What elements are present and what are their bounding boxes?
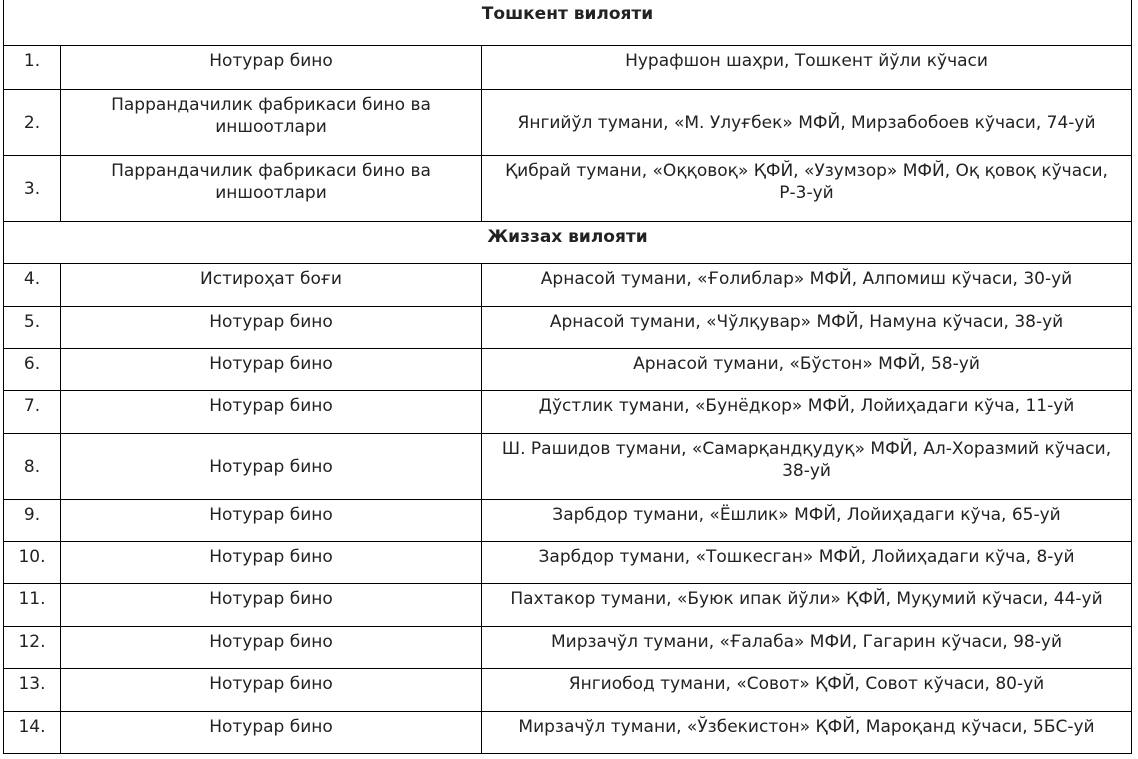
property-address: Пахтакор тумани, «Буюк ипак йўли» ҚФЙ, Муқумий кўчаси, 44-уй bbox=[482, 584, 1132, 627]
property-address: Арнасой тумани, «Чўлқувар» МФЙ, Намуна кўчаси, 38-уй bbox=[482, 307, 1132, 349]
property-type: Нотурар бино bbox=[61, 46, 482, 90]
table-row bbox=[4, 542, 1132, 584]
row-number: 12. bbox=[4, 627, 61, 669]
property-type: Нотурар бино bbox=[61, 712, 482, 754]
property-address: Янгийўл тумани, «М. Улуғбек» МФЙ, Мирзабобоев кўчаси, 74-уй bbox=[482, 90, 1132, 156]
property-type: Нотурар бино bbox=[61, 349, 482, 391]
property-table bbox=[3, 0, 1132, 754]
table-row bbox=[4, 264, 1132, 307]
property-address: Янгиобод тумани, «Совот» ҚФЙ, Совот кўчаси, 80-уй bbox=[482, 669, 1132, 712]
property-type: Нотурар бино bbox=[61, 434, 482, 500]
row-number: 1. bbox=[4, 46, 61, 90]
table-row bbox=[4, 627, 1132, 669]
section-title: Жиззах вилояти bbox=[4, 222, 1132, 264]
property-address: Арнасой тумани, «Бўстон» МФЙ, 58-уй bbox=[482, 349, 1132, 391]
row-number: 13. bbox=[4, 669, 61, 712]
property-address: Мирзачўл тумани, «Ўзбекистон» ҚФЙ, Мароқанд кўчаси, 5БС-уй bbox=[482, 712, 1132, 754]
property-type: Нотурар бино bbox=[61, 500, 482, 542]
property-address: Қибрай тумани, «Оққовоқ» ҚФЙ, «Узумзор» МФЙ, Оқ қовоқ кўчаси, Р-3-уй bbox=[482, 156, 1132, 222]
property-type: Паррандачилик фабрикаси бино ва иншоотлари bbox=[61, 156, 482, 222]
table-row bbox=[4, 46, 1132, 90]
table-row bbox=[4, 434, 1132, 500]
row-number: 6. bbox=[4, 349, 61, 391]
row-number: 8. bbox=[4, 434, 61, 500]
property-type: Истироҳат боғи bbox=[61, 264, 482, 307]
row-number: 7. bbox=[4, 391, 61, 434]
property-type: Паррандачилик фабрикаси бино ва иншоотлари bbox=[61, 90, 482, 156]
property-type: Нотурар бино bbox=[61, 669, 482, 712]
table-row bbox=[4, 391, 1132, 434]
property-type: Нотурар бино bbox=[61, 391, 482, 434]
property-type: Нотурар бино bbox=[61, 542, 482, 584]
table-row bbox=[4, 669, 1132, 712]
property-address: Зарбдор тумани, «Ёшлик» МФЙ, Лойиҳадаги кўча, 65-уй bbox=[482, 500, 1132, 542]
row-number: 14. bbox=[4, 712, 61, 754]
row-number: 11. bbox=[4, 584, 61, 627]
table-row bbox=[4, 307, 1132, 349]
section-header-row bbox=[4, 222, 1132, 264]
table-row bbox=[4, 349, 1132, 391]
row-number: 9. bbox=[4, 500, 61, 542]
row-number: 2. bbox=[4, 90, 61, 156]
property-type: Нотурар бино bbox=[61, 307, 482, 349]
property-type: Нотурар бино bbox=[61, 627, 482, 669]
section-title: Тошкент вилояти bbox=[4, 0, 1132, 46]
row-number: 3. bbox=[4, 156, 61, 222]
row-number: 4. bbox=[4, 264, 61, 307]
table-row bbox=[4, 712, 1132, 754]
property-type: Нотурар бино bbox=[61, 584, 482, 627]
property-address: Зарбдор тумани, «Тошкесган» МФЙ, Лойиҳадаги кўча, 8-уй bbox=[482, 542, 1132, 584]
property-address: Арнасой тумани, «Ғолиблар» МФЙ, Алпомиш кўчаси, 30-уй bbox=[482, 264, 1132, 307]
table-row bbox=[4, 156, 1132, 222]
property-address: Нурафшон шаҳри, Тошкент йўли кўчаси bbox=[482, 46, 1132, 90]
section-header-row bbox=[4, 0, 1132, 46]
row-number: 5. bbox=[4, 307, 61, 349]
table-row bbox=[4, 584, 1132, 627]
table-row bbox=[4, 90, 1132, 156]
row-number: 10. bbox=[4, 542, 61, 584]
property-address: Мирзачўл тумани, «Ғалаба» МФИ, Гагарин кўчаси, 98-уй bbox=[482, 627, 1132, 669]
table-row bbox=[4, 500, 1132, 542]
property-address: Дўстлик тумани, «Бунёдкор» МФЙ, Лойиҳадаги кўча, 11-уй bbox=[482, 391, 1132, 434]
property-address: Ш. Рашидов тумани, «Самарқандқудуқ» МФЙ, Ал-Хоразмий кўчаси, 38-уй bbox=[482, 434, 1132, 500]
